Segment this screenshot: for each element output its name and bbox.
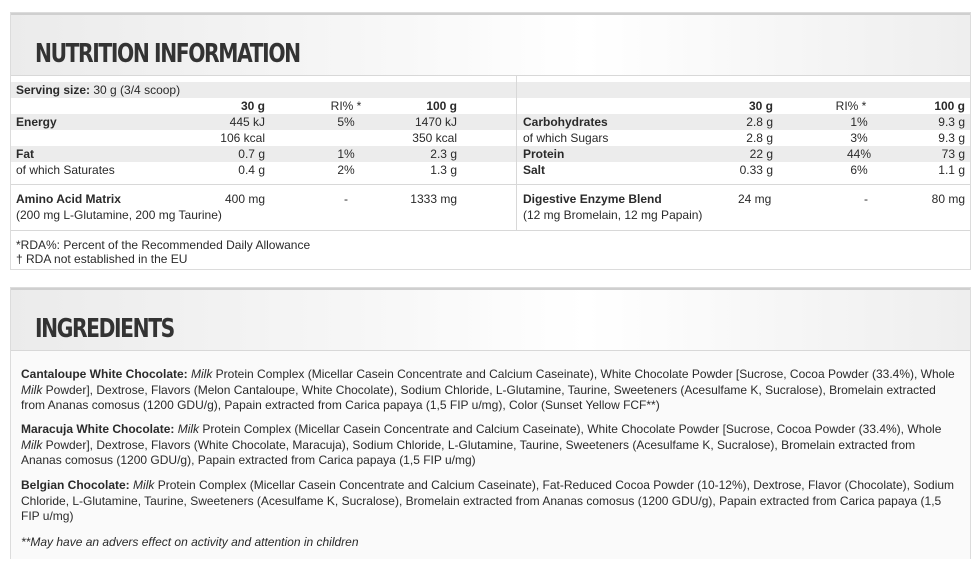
allergen: Milk <box>133 478 155 492</box>
value-30g: 400 mg <box>224 192 265 206</box>
flavor-label: Cantaloupe White Chocolate: <box>21 367 188 381</box>
ingredient-paragraph-maracuja <box>21 422 956 469</box>
flavor-label: Maracuja White Chocolate: <box>21 422 175 436</box>
ingredient-text: Protein Complex (Micellar Casein Concentrate and Calcium Caseinate), White Chocolate Powder [Sucrose, Cocoa Powder (33.4%), Whole <box>212 367 955 381</box>
serving-value: 30 g (3/4 scoop) <box>90 83 181 97</box>
ingredients-title: INGREDIENTS <box>35 314 174 344</box>
amino-name: Amino Acid Matrix <box>16 192 121 206</box>
ingredients-panel <box>10 287 971 559</box>
serving-row <box>11 82 970 98</box>
ingredient-text: Protein Complex (Micellar Casein Concentrate and Calcium Caseinate), Fat-Reduced Cocoa Powder (10-12%), Dextrose, Flavor (Chocolate), Sodium Chloride, L-Glutamine, Taurine, Sweeteners (Acesulfame K, Sucralose), Bromelain extracted from Ananas comosus (1200 GDU/g), Papain extracted from Carica papaya (1,5 FIP u/mg) <box>21 478 955 523</box>
value-100g: 1470 kJ <box>414 115 457 129</box>
column-divider <box>516 76 517 185</box>
allergen: Milk <box>21 437 43 452</box>
nutrient-name: Salt <box>523 163 546 177</box>
value-ri: 6% <box>850 163 868 177</box>
value-30g: 106 kcal <box>220 131 265 145</box>
right-head-100g: 100 g <box>934 99 965 113</box>
value-ri: 44% <box>846 147 872 161</box>
ingredients-header <box>11 288 970 350</box>
value-100g: 1333 mg <box>410 192 457 206</box>
allergen: Milk <box>191 367 213 381</box>
warning-note: **May have an advers effect on activity and attention in children <box>21 535 359 549</box>
value-30g: 445 kJ <box>229 115 265 129</box>
table-row <box>11 114 970 130</box>
table-row <box>11 130 970 146</box>
value-30g: 0.33 g <box>739 163 773 177</box>
value-30g: 2.8 g <box>746 131 773 145</box>
value-ri: 1% <box>337 147 355 161</box>
nutrient-name: Protein <box>523 147 565 161</box>
value-100g: 350 kcal <box>412 131 457 145</box>
nutrient-name: of which Sugars <box>523 131 609 145</box>
value-30g: 0.4 g <box>238 163 265 177</box>
value-ri: - <box>344 192 348 206</box>
amino-row <box>11 191 970 207</box>
left-head-100g: 100 g <box>426 99 457 113</box>
value-ri: 5% <box>337 115 355 129</box>
value-30g: 2.8 g <box>746 115 773 129</box>
divider <box>11 230 970 231</box>
value-ri: 2% <box>337 163 355 177</box>
nutrition-header <box>11 13 970 75</box>
ingredient-paragraph-belgian <box>21 478 956 525</box>
amino-sub: (200 mg L-Glutamine, 200 mg Taurine) <box>16 208 222 222</box>
amino-sub-row <box>11 207 970 223</box>
value-100g: 9.3 g <box>938 131 965 145</box>
value-30g: 22 g <box>749 147 773 161</box>
footnote-dagger: † RDA not established in the EU <box>16 252 188 266</box>
divider <box>11 184 970 185</box>
nutrient-name: Fat <box>16 147 34 161</box>
nutrient-name: Energy <box>16 115 57 129</box>
value-30g: 0.7 g <box>238 147 265 161</box>
nutrition-table <box>11 75 970 266</box>
value-100g: 2.3 g <box>430 147 457 161</box>
enzyme-name: Digestive Enzyme Blend <box>523 192 662 206</box>
table-header-row <box>11 98 970 114</box>
value-100g: 73 g <box>941 147 965 161</box>
table-row <box>11 146 970 162</box>
flavor-label: Belgian Chocolate: <box>21 478 130 492</box>
allergen: Milk <box>177 422 200 436</box>
table-row <box>11 162 970 178</box>
value-100g: 1.1 g <box>938 163 965 177</box>
ingredient-paragraph-cantaloupe <box>21 367 956 414</box>
allergen: Milk <box>21 382 43 397</box>
right-head-ri: RI% * <box>835 99 867 113</box>
value-30g: 24 mg <box>738 192 772 206</box>
left-head-ri: RI% * <box>330 99 362 113</box>
value-100g: 9.3 g <box>938 115 965 129</box>
nutrition-panel <box>10 12 971 270</box>
nutrient-name: Carbohydrates <box>523 115 608 129</box>
serving-label: Serving size: <box>16 83 91 97</box>
value-100g: 80 mg <box>931 192 965 206</box>
footnote-rda: *RDA%: Percent of the Recommended Daily Allowance <box>16 238 311 252</box>
nutrition-title: NUTRITION INFORMATION <box>35 39 300 69</box>
nutrient-name: of which Saturates <box>16 163 115 177</box>
ingredient-text: Protein Complex (Micellar Casein Concentrate and Calcium Caseinate), White Chocolate Powder [Sucrose, Cocoa Powder (33.4%), Whole <box>199 422 942 436</box>
ingredient-text: Powder], Dextrose, Flavors (White Chocolate, Maracuja), Sodium Chloride, L-Glutamine, Taurine, Sweeteners (Acesulfame K, Sucralose), Bromelain extracted from Ananas comosus (1200 GDU/g), Papain extracted from Carica papaya (1,5 FIP u/mg) <box>21 437 916 467</box>
right-head-30g: 30 g <box>748 99 773 113</box>
value-ri: - <box>864 192 868 206</box>
ingredient-text: Powder], Dextrose, Flavors (Melon Cantaloupe, White Chocolate), Sodium Chloride, L-Glutamine, Taurine, Sweeteners (Acesulfame K, Sucralose), Bromelain extracted from Ananas comosus (1200 GDU/g), Papain extracted from Carica papaya (1,5 FIP u/mg), Color (Sunset Yellow FCF**) <box>21 382 936 412</box>
value-ri: 1% <box>850 115 868 129</box>
left-head-30g: 30 g <box>240 99 265 113</box>
ingredients-body <box>11 350 970 559</box>
value-ri: 3% <box>850 131 868 145</box>
value-100g: 1.3 g <box>430 163 457 177</box>
enzyme-sub: (12 mg Bromelain, 12 mg Papain) <box>523 208 703 222</box>
column-divider <box>516 185 517 230</box>
